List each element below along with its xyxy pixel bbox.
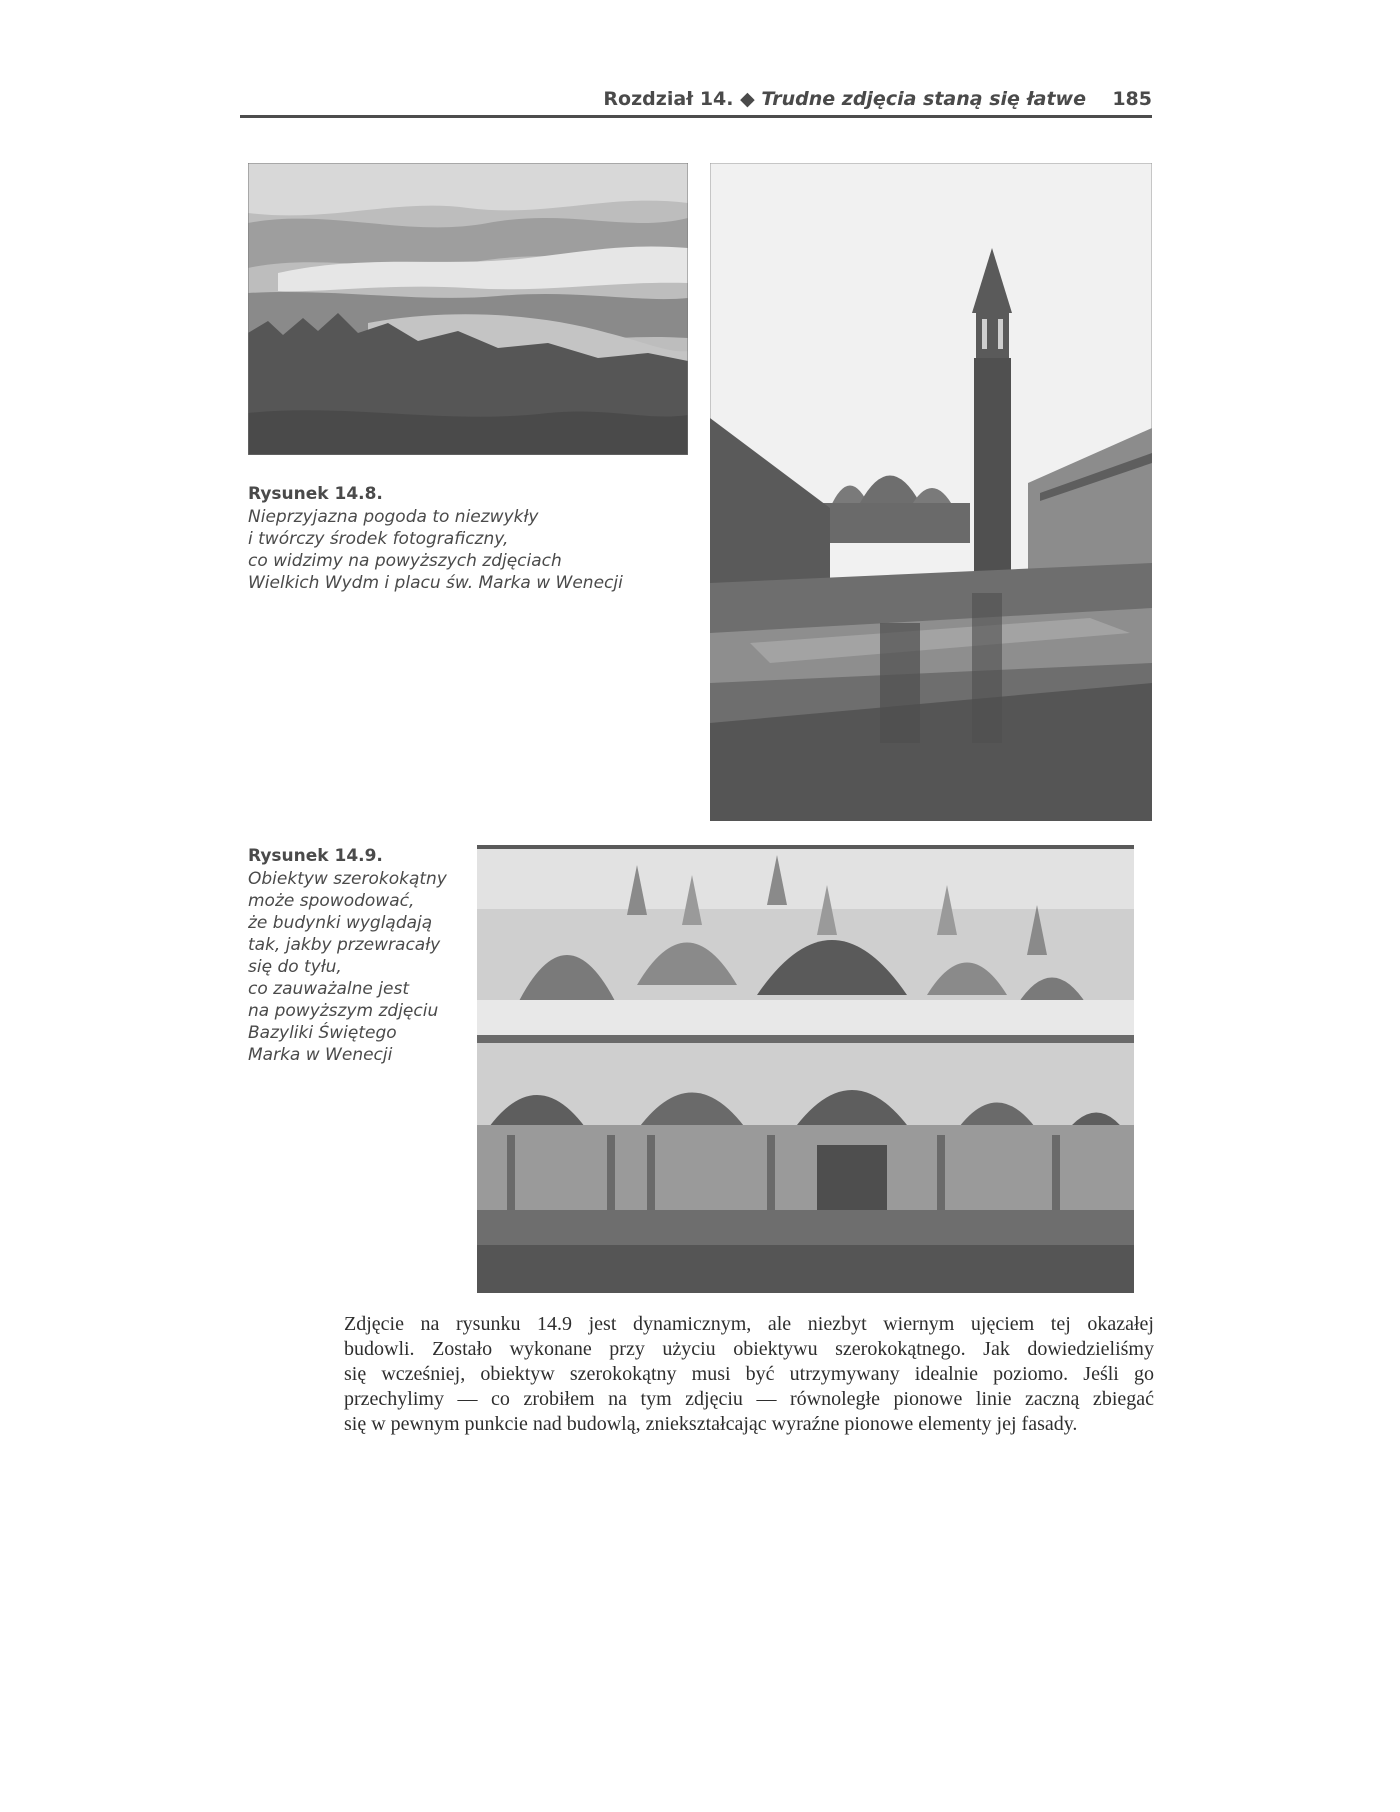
caption-line: co widzimy na powyższych zdjęciach bbox=[248, 551, 562, 571]
running-header bbox=[240, 88, 1152, 116]
figure-caption-14-9 bbox=[248, 846, 468, 1066]
caption-line: na powyższym zdjęciu bbox=[248, 1001, 439, 1021]
caption-line: że budynki wyglądają bbox=[248, 913, 433, 933]
caption-line: Marka w Wenecji bbox=[248, 1045, 393, 1065]
caption-line: tak, jakby przewracały bbox=[248, 935, 441, 955]
body-line: przechylimy — co zrobiłem na tym zdjęciu — równoległe pionowe linie zaczną zbiegać bbox=[344, 1388, 1154, 1410]
caption-line: Nieprzyjazna pogoda to niezwykły bbox=[248, 507, 539, 527]
figure-label: Rysunek 14.9. bbox=[248, 846, 383, 866]
caption-line: Obiektyw szerokokątny bbox=[248, 869, 447, 889]
body-line: Zdjęcie na rysunku 14.9 jest dynamicznym, ale niezbyt wiernym ujęciem tej okazałej bbox=[344, 1313, 1154, 1335]
page-number: 185 bbox=[1112, 88, 1152, 110]
chapter-title: Trudne zdjęcia staną się łatwe bbox=[761, 88, 1086, 110]
header-rule bbox=[240, 115, 1152, 118]
caption-line: się do tyłu, bbox=[248, 957, 342, 977]
campanile-photo bbox=[710, 163, 1152, 821]
caption-line: co zauważalne jest bbox=[248, 979, 409, 999]
figure-caption-14-8 bbox=[248, 484, 678, 594]
body-line: się w pewnym punkcie nad budowlą, zniekształcając wyraźne pionowe elementy jej fasady. bbox=[344, 1413, 1078, 1435]
diamond-separator-icon: ◆ bbox=[740, 88, 755, 110]
caption-line: może spowodować, bbox=[248, 891, 415, 911]
basilica-photo bbox=[477, 845, 1134, 1293]
chapter-heading bbox=[603, 88, 1086, 110]
chapter-number: Rozdział 14. bbox=[603, 88, 734, 110]
caption-line: Wielkich Wydm i placu św. Marka w Wenecji bbox=[248, 573, 623, 593]
dunes-photo bbox=[248, 163, 688, 455]
caption-line: Bazyliki Świętego bbox=[248, 1023, 397, 1043]
body-line: się wcześniej, obiektyw szerokokątny musi być utrzymywany idealnie poziomo. Jeśli go bbox=[344, 1363, 1154, 1385]
body-line: budowli. Zostało wykonane przy użyciu obiektywu szerokokątnego. Jak dowiedzieliśmy bbox=[344, 1338, 1154, 1360]
body-paragraph bbox=[344, 1312, 1154, 1437]
caption-line: i twórczy środek fotograficzny, bbox=[248, 529, 509, 549]
figure-label: Rysunek 14.8. bbox=[248, 484, 383, 504]
